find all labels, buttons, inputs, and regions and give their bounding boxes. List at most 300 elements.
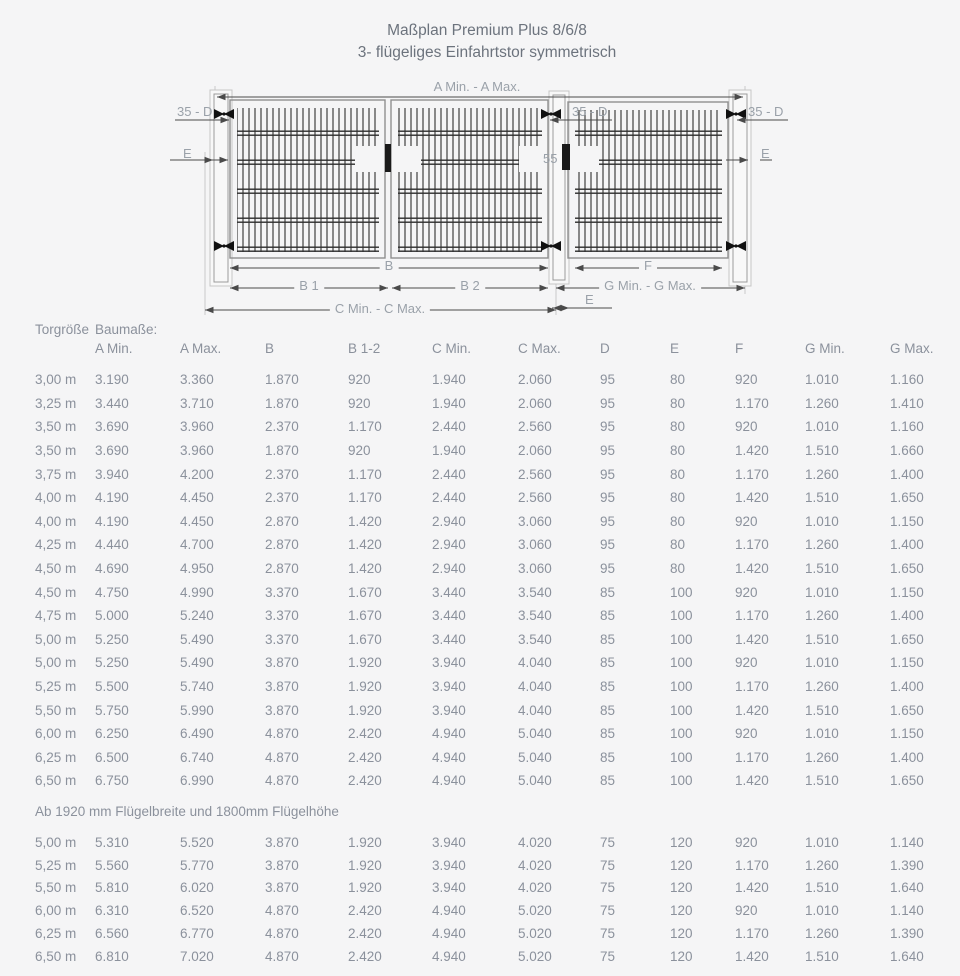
table-cell: 1.260 [805,679,839,695]
table-cell: 3.440 [432,608,466,624]
table-cell: 1.640 [890,949,924,965]
table-cell: 1.940 [432,443,466,459]
table-cell: 85 [600,749,616,765]
table-cell: 5.250 [95,631,129,647]
table-cell: 1.150 [890,655,924,671]
table-cell: 1.170 [348,419,382,435]
table-cell: 120 [670,857,693,873]
table-cell: 1.510 [805,490,839,506]
table-group-header-row [35,320,960,339]
table-cell: 3.440 [432,584,466,600]
table-cell: 5.020 [518,926,552,942]
table-cell: 920 [735,903,758,919]
table-cell: 1.010 [805,584,839,600]
table-cell: 95 [600,466,616,482]
table-row [35,580,960,604]
table-cell: 6.020 [180,880,214,896]
table-cell: 120 [670,926,693,942]
table-cell: 2.420 [348,749,382,765]
dim-label-g-range: G Min. - G Max. [599,279,701,292]
table-cell: 80 [670,443,686,459]
table-row [35,651,960,675]
dim-label-b1: B 1 [294,279,324,292]
table-cell: 75 [600,834,616,850]
dim-label-35d-mid: 35 - D [572,104,608,119]
header-col-a-max: A Max. [180,341,222,356]
table-cell: 2.870 [265,537,299,553]
table-cell: 1.420 [348,561,382,577]
table-cell: 1.510 [805,949,839,965]
table-cell: 80 [670,490,686,506]
table-cell: 3,50 m [35,443,77,459]
table-cell: 5.560 [95,857,129,873]
table-cell: 3.940 [432,702,466,718]
table-cell: 4.020 [518,834,552,850]
title-line-2: 3- flügeliges Einfahrtstor symmetrisch [357,44,617,61]
table-row [35,922,960,945]
table-cell: 1.160 [890,372,924,388]
table-cell: 2.940 [432,513,466,529]
table-cell: 3.370 [265,584,299,600]
header-baumasse: Baumaße: [95,322,158,337]
table-cell: 920 [735,372,758,388]
table-cell: 920 [348,372,371,388]
table-cell: 3.540 [518,608,552,624]
table-row [35,746,960,770]
table-cell: 2.420 [348,903,382,919]
table-cell: 1.010 [805,834,839,850]
dim-label-a-range: A Min. - A Max. [429,80,526,93]
table-cell: 4.940 [432,949,466,965]
table-row [35,899,960,922]
table-cell: 1.670 [348,631,382,647]
table-cell: 4.870 [265,773,299,789]
table-cell: 1.260 [805,466,839,482]
table-cell: 1.920 [348,702,382,718]
table-cell: 4,50 m [35,584,77,600]
table-cell: 3,00 m [35,372,77,388]
table-cell: 100 [670,584,693,600]
table-cell: 1.420 [735,561,769,577]
table-cell: 1.150 [890,513,924,529]
table-cell: 1.650 [890,561,924,577]
table-cell: 3.870 [265,702,299,718]
table-cell: 1.170 [735,395,769,411]
dim-label-b: B [380,259,399,272]
table-cell: 6.500 [95,749,129,765]
table-cell: 4.200 [180,466,214,482]
table-cell: 5.750 [95,702,129,718]
table-cell: 6.750 [95,773,129,789]
table-cell: 100 [670,608,693,624]
table-cell: 1.410 [890,395,924,411]
table-cell: 6.310 [95,903,129,919]
table-cell: 1.150 [890,584,924,600]
table-row [35,854,960,877]
table-cell: 920 [735,584,758,600]
table-cell: 920 [735,834,758,850]
table-cell: 3,25 m [35,395,77,411]
table-cell: 4.700 [180,537,214,553]
header-col-b: B [265,341,275,356]
table-cell: 1.010 [805,655,839,671]
table-cell: 5.020 [518,949,552,965]
table-cell: 4.940 [432,749,466,765]
table-cell: 1.010 [805,419,839,435]
dimension-table-block [0,320,960,968]
table-cell: 3.870 [265,655,299,671]
table-cell: 85 [600,631,616,647]
table-cell: 80 [670,513,686,529]
dim-label-e-bottom: E [585,292,594,307]
table-cell: 2.940 [432,561,466,577]
table-cell: 85 [600,655,616,671]
table-cell: 1.260 [805,537,839,553]
table-cell: 3.710 [180,395,214,411]
table-cell: 5.520 [180,834,214,850]
table-cell: 1.260 [805,395,839,411]
table-cell: 2.870 [265,513,299,529]
table-cell: 1.010 [805,726,839,742]
table-cell: 1.510 [805,702,839,718]
table-cell: 5.500 [95,679,129,695]
table-cell: 1.420 [735,443,769,459]
table-cell: 1.920 [348,834,382,850]
header-torgroesse: Torgröße [35,322,90,337]
table-cell: 3.870 [265,880,299,896]
table-cell: 120 [670,880,693,896]
table-cell: 1.260 [805,749,839,765]
table-cell: 3.940 [432,679,466,695]
table-row [35,510,960,534]
table-cell: 1.920 [348,679,382,695]
table-cell: 2.370 [265,490,299,506]
table-cell: 85 [600,726,616,742]
table-cell: 1.650 [890,773,924,789]
table-cell: 2.560 [518,466,552,482]
table-section-2 [35,831,960,968]
table-cell: 4.870 [265,903,299,919]
table-cell: 4.940 [432,726,466,742]
table-cell: 1.390 [890,926,924,942]
table-row [35,628,960,652]
table-cell: 3.360 [180,372,214,388]
dimension-table [35,320,960,968]
dim-label-b2: B 2 [455,279,485,292]
table-cell: 3.940 [432,655,466,671]
table-cell: 1.510 [805,880,839,896]
table-cell: 4.870 [265,749,299,765]
table-cell: 1.420 [735,773,769,789]
table-cell: 1.260 [805,926,839,942]
table-cell: 2.440 [432,419,466,435]
table-cell: 3.060 [518,537,552,553]
table-cell: 1.420 [735,490,769,506]
table-cell: 5,00 m [35,834,77,850]
table-cell: 1.640 [890,880,924,896]
table-cell: 5.240 [180,608,214,624]
table-row [35,462,960,486]
table-cell: 5.040 [518,773,552,789]
table-cell: 5.490 [180,631,214,647]
dim-label-e-right: E [761,146,770,161]
table-cell: 4.870 [265,926,299,942]
table-cell: 6.810 [95,949,129,965]
table-cell: 3.690 [95,419,129,435]
table-cell: 4,50 m [35,561,77,577]
table-cell: 95 [600,395,616,411]
table-cell: 6,25 m [35,749,77,765]
table-cell: 6,25 m [35,926,77,942]
table-cell: 1.650 [890,490,924,506]
table-cell: 5,50 m [35,702,77,718]
table-cell: 4.750 [95,584,129,600]
table-cell: 1.420 [735,949,769,965]
table-cell: 100 [670,679,693,695]
table-cell: 120 [670,834,693,850]
separator-note: Ab 1920 mm Flügelbreite und 1800mm Flügelhöhe [35,804,339,820]
table-cell: 1.510 [805,773,839,789]
table-cell: 2.560 [518,490,552,506]
table-cell: 920 [735,419,758,435]
table-cell: 1.670 [348,608,382,624]
table-cell: 5,25 m [35,857,77,873]
table-cell: 3.440 [432,631,466,647]
table-cell: 1.510 [805,443,839,459]
title-line-1: Maßplan Premium Plus 8/6/8 [387,22,587,39]
table-cell: 1.870 [265,372,299,388]
table-cell: 3.440 [95,395,129,411]
table-cell: 4,75 m [35,608,77,624]
table-row [35,945,960,968]
table-cell: 3.940 [432,834,466,850]
table-cell: 4.190 [95,490,129,506]
table-cell: 1.170 [735,537,769,553]
table-cell: 80 [670,419,686,435]
table-cell: 75 [600,926,616,942]
header-col-e: E [670,341,680,356]
table-cell: 75 [600,949,616,965]
table-cell: 2.940 [432,537,466,553]
table-cell: 5.490 [180,655,214,671]
table-cell: 1.940 [432,372,466,388]
table-cell: 2.060 [518,395,552,411]
table-cell: 4,25 m [35,537,77,553]
table-cell: 85 [600,773,616,789]
table-cell: 85 [600,608,616,624]
table-cell: 6,00 m [35,903,77,919]
table-cell: 4,00 m [35,513,77,529]
table-cell: 120 [670,949,693,965]
table-cell: 920 [735,726,758,742]
table-cell: 1.870 [265,395,299,411]
table-cell: 5.740 [180,679,214,695]
table-cell: 1.670 [348,584,382,600]
table-row [35,675,960,699]
table-row [35,722,960,746]
table-cell: 1.420 [735,631,769,647]
table-row [35,439,960,463]
table-row [35,604,960,628]
header-col-c-min: C Min. [432,341,472,356]
table-cell: 1.400 [890,537,924,553]
table-row [35,698,960,722]
table-cell: 5.000 [95,608,129,624]
table-cell: 3,75 m [35,466,77,482]
table-cell: 5.250 [95,655,129,671]
table-cell: 1.010 [805,513,839,529]
table-column-header-row [35,339,960,368]
table-cell: 6,50 m [35,773,77,789]
table-cell: 1.920 [348,857,382,873]
table-cell: 5.040 [518,749,552,765]
table-cell: 3.190 [95,372,129,388]
table-cell: 3.370 [265,608,299,624]
table-cell: 5,00 m [35,631,77,647]
table-cell: 4.990 [180,584,214,600]
table-cell: 4.690 [95,561,129,577]
table-cell: 1.010 [805,372,839,388]
table-cell: 2.420 [348,949,382,965]
table-cell: 3.540 [518,631,552,647]
table-cell: 1.510 [805,631,839,647]
table-cell: 1.420 [735,880,769,896]
table-cell: 5.020 [518,903,552,919]
table-cell: 4,00 m [35,490,77,506]
table-cell: 5.990 [180,702,214,718]
table-cell: 6.490 [180,726,214,742]
table-cell: 6.740 [180,749,214,765]
header-col-c-max: C Max. [518,341,561,356]
table-cell: 3.870 [265,679,299,695]
table-cell: 80 [670,372,686,388]
table-cell: 4.870 [265,949,299,965]
table-cell: 1.650 [890,631,924,647]
table-cell: 6.250 [95,726,129,742]
table-cell: 5,25 m [35,679,77,695]
table-cell: 95 [600,372,616,388]
table-cell: 3.960 [180,419,214,435]
table-cell: 1.510 [805,561,839,577]
table-cell: 95 [600,537,616,553]
dim-label-f: F [639,259,657,272]
table-cell: 1.170 [735,749,769,765]
table-cell: 1.010 [805,903,839,919]
table-row [35,557,960,581]
table-cell: 1.170 [735,608,769,624]
table-cell: 3.690 [95,443,129,459]
table-cell: 4.940 [432,926,466,942]
table-cell: 1.170 [735,926,769,942]
table-cell: 1.650 [890,702,924,718]
table-cell: 100 [670,726,693,742]
table-cell: 1.170 [348,490,382,506]
table-cell: 2.370 [265,419,299,435]
table-cell: 4.020 [518,880,552,896]
table-cell: 1.400 [890,466,924,482]
table-cell: 95 [600,490,616,506]
table-cell: 5,50 m [35,880,77,896]
header-col-a-min: A Min. [95,341,133,356]
table-cell: 3.540 [518,584,552,600]
table-cell: 6,50 m [35,949,77,965]
dim-label-c-range: C Min. - C Max. [330,302,430,315]
table-cell: 75 [600,903,616,919]
table-cell: 2.560 [518,419,552,435]
table-cell: 2.870 [265,561,299,577]
table-cell: 95 [600,419,616,435]
table-cell: 80 [670,466,686,482]
table-cell: 4.020 [518,857,552,873]
table-cell: 2.440 [432,466,466,482]
table-cell: 2.420 [348,773,382,789]
table-cell: 85 [600,702,616,718]
table-cell: 4.450 [180,490,214,506]
header-col-d: D [600,341,610,356]
dim-label-35d-left: 35 - D [177,104,213,119]
table-cell: 1.420 [348,513,382,529]
table-row [35,415,960,439]
table-row [35,876,960,899]
table-cell: 4.440 [95,537,129,553]
table-cell: 1.390 [890,857,924,873]
header-col-f: F [735,341,744,356]
table-cell: 3.370 [265,631,299,647]
table-cell: 6,00 m [35,726,77,742]
table-cell: 7.020 [180,949,214,965]
table-cell: 4.190 [95,513,129,529]
table-cell: 2.060 [518,443,552,459]
table-cell: 1.870 [265,443,299,459]
table-cell: 2.420 [348,926,382,942]
table-cell: 2.440 [432,490,466,506]
table-cell: 3.060 [518,561,552,577]
table-section-1 [35,368,960,793]
table-cell: 75 [600,857,616,873]
table-cell: 1.660 [890,443,924,459]
table-cell: 5.040 [518,726,552,742]
dim-label-e-left: E [183,146,192,161]
table-cell: 1.420 [348,537,382,553]
table-cell: 3.940 [95,466,129,482]
table-cell: 1.400 [890,679,924,695]
table-cell: 4.940 [432,773,466,789]
table-cell: 100 [670,749,693,765]
table-cell: 920 [735,655,758,671]
table-row [35,486,960,510]
table-cell: 100 [670,773,693,789]
table-cell: 95 [600,561,616,577]
table-cell: 3.960 [180,443,214,459]
table-cell: 4.040 [518,702,552,718]
table-cell: 6.990 [180,773,214,789]
table-cell: 1.170 [348,466,382,482]
table-cell: 1.260 [805,857,839,873]
dim-label-35d-right: 35 - D [748,104,784,119]
table-cell: 4.870 [265,726,299,742]
table-cell: 95 [600,513,616,529]
table-cell: 3.940 [432,857,466,873]
table-cell: 2.420 [348,726,382,742]
table-cell: 1.400 [890,608,924,624]
table-cell: 5.810 [95,880,129,896]
table-cell: 1.400 [890,749,924,765]
table-row [35,769,960,793]
table-cell: 100 [670,655,693,671]
table-cell: 1.940 [432,395,466,411]
table-cell: 920 [735,513,758,529]
table-cell: 1.170 [735,679,769,695]
